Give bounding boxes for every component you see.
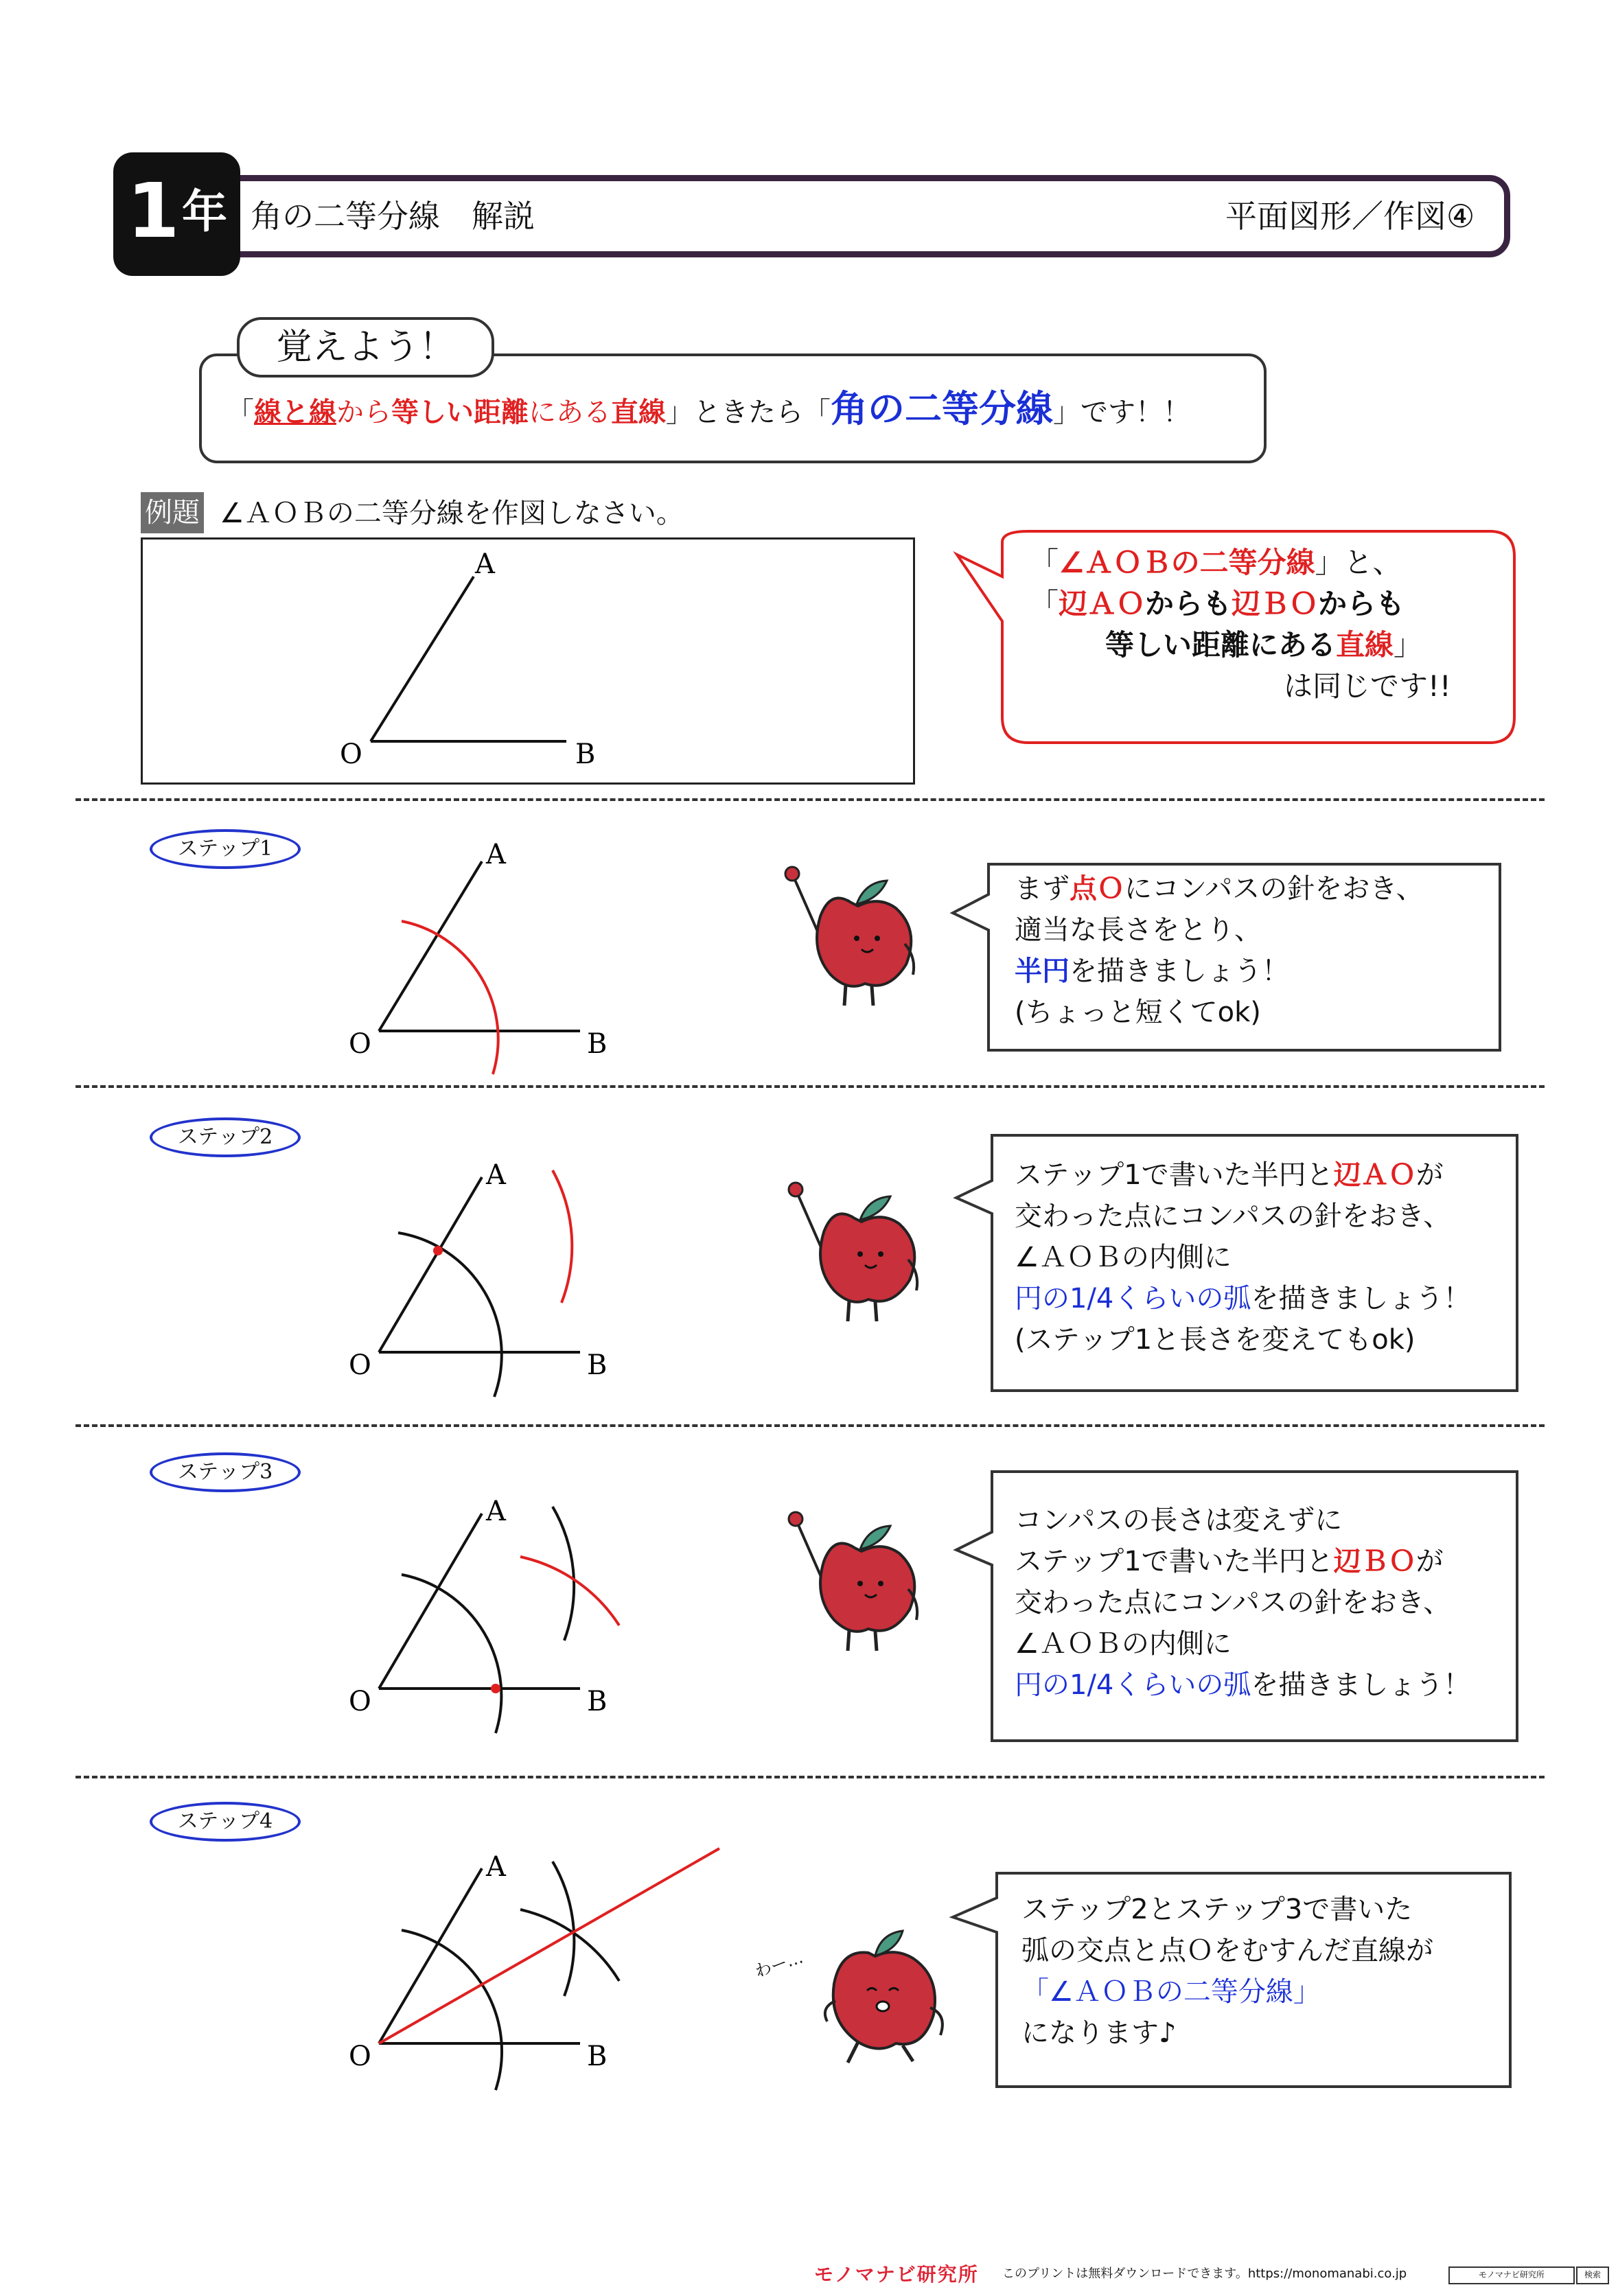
step1-t3b: を描きましょう！ — [1070, 955, 1289, 987]
label-b: B — [575, 739, 596, 770]
bubble-bisector: ∠ＡＯＢの二等分線 — [1059, 546, 1315, 579]
step1-t2: 適当な長さをとり、 — [1015, 914, 1262, 946]
memo-q-close: 」ときたら「 — [666, 397, 831, 428]
apple-exclaim: わー… — [752, 1947, 806, 1982]
footer-search-button[interactable]: 検索 — [1576, 2266, 1609, 2284]
grade-char: 年 — [182, 185, 227, 238]
step2-t3: ∠ＡＯＢの内側に — [1015, 1242, 1232, 1273]
bubble-same: は同じです!! — [1284, 669, 1451, 703]
bubble-equal-distance: 等しい距離 — [1105, 628, 1250, 662]
step2-t1a: ステップ1で書いた半円と — [1015, 1159, 1334, 1191]
apple-mascot-4 — [793, 1925, 958, 2076]
step3-t2a: ステップ1で書いた半円と — [1015, 1546, 1334, 1577]
example-tag: 例題 — [141, 492, 204, 533]
step3-t3: 交わった点にコンパスの針をおき、 — [1015, 1587, 1451, 1619]
step1-pill: ステップ1 — [150, 829, 301, 869]
step1-ray-oa — [379, 861, 482, 1031]
step1-label-a: A — [486, 839, 506, 870]
step3-t1: コンパスの長さは変えずに — [1015, 1505, 1343, 1536]
step2-label-a: A — [486, 1159, 506, 1191]
step4-bubble-text — [1021, 1889, 1433, 2054]
step2-semicircle-arc — [398, 1233, 502, 1397]
step2-pill: ステップ2 — [150, 1117, 301, 1157]
step3-semicircle-arc — [402, 1575, 501, 1733]
step4-t1: ステップ2とステップ3で書いた — [1021, 1894, 1413, 1925]
step3-t5b: を描きましょう！ — [1251, 1669, 1471, 1701]
label-o: O — [340, 739, 362, 770]
step1-bubble-text — [1015, 868, 1424, 1033]
memo-bisector: 角の二等分線 — [831, 387, 1053, 430]
step4-label-b: B — [587, 2041, 608, 2072]
bubble-line: 直線 — [1336, 628, 1394, 662]
bubble-side-bo: 辺ＢＯ — [1232, 587, 1319, 621]
step4-bisector-line — [379, 1848, 719, 2043]
memo-at: にある — [529, 397, 611, 428]
bubble-side-ao: 辺ＡＯ — [1059, 587, 1146, 621]
step4-semicircle-arc — [402, 1930, 502, 2090]
unit-label: 平面図形／作図④ — [1225, 198, 1475, 235]
bubble-from-1: からも — [1145, 587, 1232, 621]
step3-t2c: が — [1415, 1546, 1444, 1577]
step1-point-o: 点Ｏ — [1070, 873, 1124, 905]
step2-t4b: を描きましょう！ — [1251, 1283, 1471, 1314]
step4-t2: 弧の交点と点Ｏをむすんだ直線が — [1021, 1935, 1433, 1967]
step3-red-arc — [520, 1557, 619, 1625]
step1-label-o: O — [349, 1028, 371, 1060]
memo-q-open: 「 — [227, 397, 254, 428]
bubble-l2-open: 「 — [1030, 587, 1059, 621]
apple-mascot-2 — [772, 1177, 937, 1342]
bubble-l3-close: 」 — [1394, 628, 1423, 662]
label-a: A — [475, 548, 495, 580]
step1-semicircle-arc — [402, 921, 498, 1074]
memo-line-and-line: 線と線 — [254, 397, 336, 428]
step2-red-arc — [553, 1170, 572, 1303]
step4-t3b: 」 — [1293, 1976, 1321, 2008]
step1-semicircle: 半円 — [1015, 955, 1070, 987]
step2-intersection-point — [433, 1246, 443, 1255]
step4-ray-oa — [379, 1868, 482, 2043]
step3-pill: ステップ3 — [150, 1452, 301, 1492]
grade-number: 1 — [127, 167, 180, 255]
step1-t1c: にコンパスの針をおき、 — [1124, 873, 1424, 905]
step3-t4: ∠ＡＯＢの内側に — [1015, 1628, 1232, 1660]
footer-text: このプリントは無料ダウンロードできます。https://monomanabi.co.jp — [1002, 2266, 1407, 2281]
footer-search-field[interactable]: モノマナビ研究所 — [1448, 2266, 1575, 2284]
step4-label-a: A — [486, 1851, 506, 1883]
step1-t4: (ちょっと短くてok) — [1015, 997, 1261, 1028]
step2-label-b: B — [587, 1349, 608, 1381]
bubble-at: にある — [1249, 628, 1337, 662]
step2-t1c: が — [1415, 1159, 1444, 1191]
step2-bubble-text — [1015, 1155, 1470, 1360]
memo-tab: 覚えよう！ — [237, 317, 494, 378]
bubble-l1-open: 「 — [1030, 546, 1059, 579]
step4-t4: になります♪ — [1021, 2017, 1177, 2049]
memo-equal-distance: 等しい距離 — [391, 397, 529, 428]
step1-label-b: B — [587, 1028, 608, 1060]
step2-t2: 交わった点にコンパスの針をおき、 — [1015, 1201, 1451, 1232]
bubble-from-2: からも — [1318, 587, 1405, 621]
step4-arc-2 — [520, 1910, 619, 1981]
apple-mascot-1 — [769, 861, 934, 1026]
step2-quarter-arc: 円の1/4くらいの弧 — [1015, 1283, 1251, 1314]
step2-label-o: O — [349, 1349, 371, 1381]
step2-t5: (ステップ1と長さを変えてもok) — [1015, 1324, 1415, 1356]
step4-pill: ステップ4 — [150, 1802, 301, 1842]
step3-bubble-text — [1015, 1500, 1470, 1706]
step3-intersection-point — [491, 1684, 500, 1693]
page-title: 角の二等分線 解説 — [251, 198, 535, 235]
step4-label-o: O — [349, 2041, 371, 2072]
memo-straight-line: 直線 — [611, 397, 666, 428]
step2-ray-oa — [379, 1177, 482, 1352]
step3-label-o: O — [349, 1686, 371, 1717]
step4-arc-1 — [553, 1862, 574, 1996]
step3-ray-oa — [379, 1514, 482, 1689]
footer-logo: モノマナビ研究所 — [814, 2263, 979, 2286]
memo-end: 」です！！ — [1053, 397, 1190, 428]
step3-label-a: A — [486, 1496, 506, 1527]
step3-label-b: B — [587, 1686, 608, 1717]
apple-mascot-3 — [772, 1507, 937, 1671]
memo-from: から — [336, 397, 391, 428]
example-question: ∠ＡＯＢの二等分線を作図しなさい。 — [220, 498, 684, 529]
step3-quarter-arc: 円の1/4くらいの弧 — [1015, 1669, 1251, 1701]
step1-t1a: まず — [1015, 873, 1070, 905]
step4-bisector: 「∠ＡＯＢの二等分線 — [1021, 1976, 1293, 2008]
bubble-l1-close: 」と、 — [1315, 546, 1402, 579]
step2-side-ao: 辺ＡＯ — [1333, 1159, 1416, 1191]
step3-side-bo: 辺ＢＯ — [1333, 1546, 1416, 1577]
